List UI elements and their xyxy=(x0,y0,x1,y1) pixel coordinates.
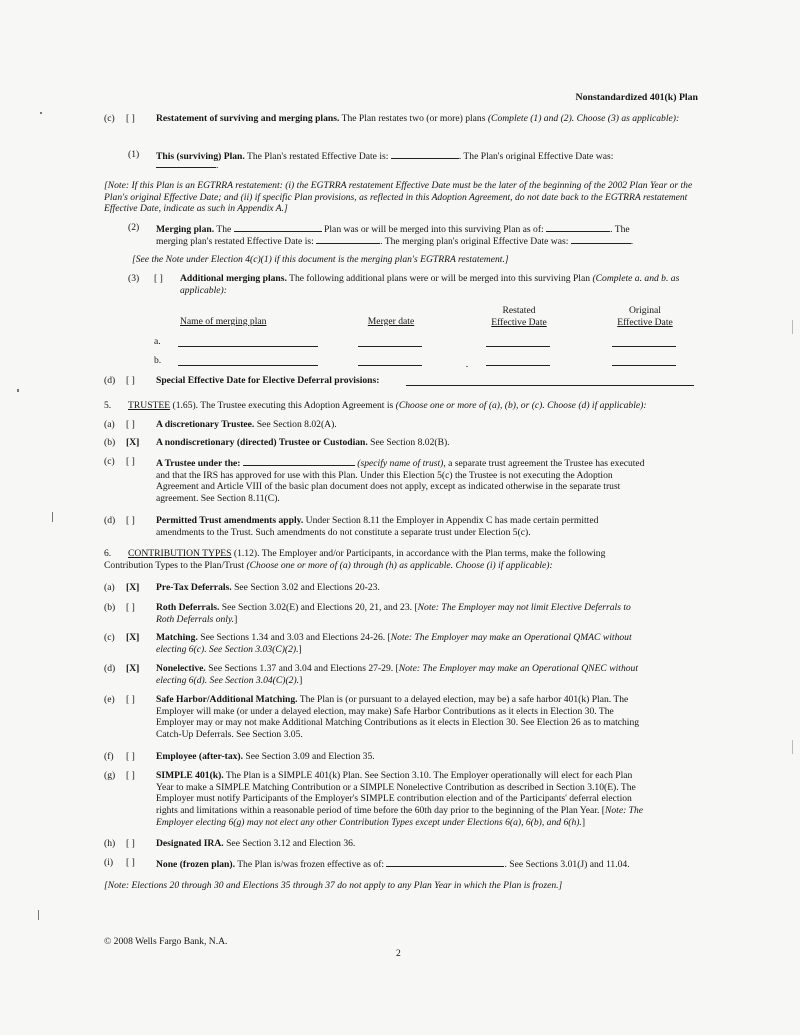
merging-restated-date-field[interactable] xyxy=(316,234,380,244)
table-header-col3: Restated Effective Date xyxy=(491,305,547,328)
election-6h-text: Designated IRA. See Section 3.12 and Election 36. xyxy=(156,838,356,849)
election-6e-text: Safe Harbor/Additional Matching. The Plan is (or pursuant to a delayed election, may be) a safe harbor 401(k) Plan. The Employer will make (or under a delayed election, may make) Safe Harbor Contributions as it elects in Election 30. The Employer may or may not make Additional Matching Contributions as it elects in Election 30. See Election 26 as to matching Catch-Up Deferrals. See Section 3.05. xyxy=(156,694,640,741)
merging-original-date-field[interactable] xyxy=(571,234,631,244)
election-4c3-checkbox[interactable]: [ ] xyxy=(154,273,163,284)
election-6a-text: Pre-Tax Deferrals. See Section 3.02 and Elections 20-23. xyxy=(156,582,380,593)
row-b-original-date-field[interactable] xyxy=(612,365,676,366)
table-row-b-label: b. xyxy=(154,355,162,366)
election-4c3-text: Additional merging plans. The following additional plans were or will be merged into this surviving Plan (Complete a. and b. as applicable): xyxy=(180,273,680,296)
election-6h-checkbox[interactable]: [ ] xyxy=(126,838,135,849)
row-a-original-date-field[interactable] xyxy=(612,346,676,347)
election-6h-label: (h) xyxy=(104,838,116,849)
election-6g-text: SIMPLE 401(k). The Plan is a SIMPLE 401(k) Plan. See Section 3.10. The Employer operationally will elect for each Plan Year to make a SIMPLE Matching Contribution or a SIMPLE Nonelective Contribution as described in Section 3.10(E). The Employer must notify Participants of the Employer's SIMPLE contribution election and of the Participants' deferral election rights and limitations within a reasonable period of time before the 60th day prior to the beginning of the Plan Year. [Note: The Employer electing 6(g) may not elect any other Contribution Types except under Elections 6(a), 6(b), and 6(h).] xyxy=(156,770,644,828)
election-6f-text: Employee (after-tax). See Section 3.09 and Election 35. xyxy=(156,751,375,762)
scan-speck xyxy=(792,740,793,754)
document-header-title: Nonstandardized 401(k) Plan xyxy=(575,92,698,103)
election-4c3-number: (3) xyxy=(128,273,140,284)
restated-effective-date-field[interactable] xyxy=(391,149,459,159)
election-5c-checkbox[interactable]: [ ] xyxy=(126,456,135,467)
election-4c2-text-line2: merging plan's restated Effective Date is: . The merging plan's original Effective Date was: . xyxy=(156,236,634,247)
trust-name-field[interactable] xyxy=(243,456,355,466)
election-6i-text: None (frozen plan). The Plan is/was frozen effective as of: . See Sections 3.01(J) and 11.04. xyxy=(156,859,630,870)
row-a-merger-date-field[interactable] xyxy=(358,346,422,347)
table-row-a-label: a. xyxy=(154,336,161,347)
election-6e-label: (e) xyxy=(104,694,115,705)
election-6b-label: (b) xyxy=(104,602,116,613)
election-6f-label: (f) xyxy=(104,751,114,762)
election-5b-checkbox[interactable]: [X] xyxy=(126,437,140,448)
election-4c2-text: Merging plan. The Plan was or will be merged into this surviving Plan as of: . The xyxy=(156,224,630,235)
scan-speck xyxy=(17,389,19,392)
election-6b-checkbox[interactable]: [ ] xyxy=(126,602,135,613)
election-4c1-number: (1) xyxy=(128,149,140,160)
election-6i-label: (i) xyxy=(104,857,114,868)
election-5c-text: A Trustee under the: (specify name of trust), a separate trust agreement the Trustee has executed and that the IRS has approved for use with this Plan. Under this Election 5(c) the Trustee is not executing the Adoption Agreement and Article VIII of the basic plan document does not apply, except as indicated otherwise in the separate trust agreement. See Section 8.11(C). xyxy=(156,458,645,505)
row-a-restated-date-field[interactable] xyxy=(486,346,550,347)
election-4c1-text: This (surviving) Plan. The Plan's restated Effective Date is: . The Plan's original Effective Date was: xyxy=(156,151,614,162)
merger-date-field[interactable] xyxy=(546,222,610,232)
election-6c-checkbox[interactable]: [X] xyxy=(126,632,140,643)
election-5b-label: (b) xyxy=(104,437,116,448)
scan-speck xyxy=(466,366,468,367)
election-4d-checkbox[interactable]: [ ] xyxy=(126,375,135,386)
election-5d-checkbox[interactable]: [ ] xyxy=(126,515,135,526)
election-6d-text: Nonelective. See Sections 1.37 and 3.04 and Elections 27-29. [Note: The Employer may make an Operational QNEC without electing 6(d). See Section 3.04(C)(2).] xyxy=(156,663,639,686)
frozen-plan-note: [Note: Elections 20 through 30 and Elections 35 through 37 do not apply to any Plan Year in which the Plan is frozen.] xyxy=(104,880,563,891)
election-5d-label: (d) xyxy=(104,515,116,526)
footer-copyright: © 2008 Wells Fargo Bank, N.A. xyxy=(104,936,228,947)
row-a-plan-name-field[interactable] xyxy=(178,346,318,347)
merging-plan-name-field[interactable] xyxy=(234,222,322,232)
section-5-heading: TRUSTEE (1.65). The Trustee executing this Adoption Agreement is (Choose one or more of (a), (b), or (c). Choose (d) if applicable): xyxy=(128,400,647,411)
table-header-col4: Original Effective Date xyxy=(617,305,673,328)
page-number: 2 xyxy=(396,948,401,959)
section-5-title: TRUSTEE xyxy=(128,400,171,411)
election-6f-checkbox[interactable]: [ ] xyxy=(126,751,135,762)
section-6-number: 6. xyxy=(104,548,112,559)
election-4c2-number: (2) xyxy=(128,222,140,233)
election-4c-checkbox[interactable]: [ ] xyxy=(126,113,135,124)
frozen-effective-date-field[interactable] xyxy=(386,857,504,867)
election-5a-label: (a) xyxy=(104,419,115,430)
original-effective-date-line: . xyxy=(156,158,218,172)
election-5b-text: A nondiscretionary (directed) Trustee or Custodian. See Section 8.02(B). xyxy=(156,437,450,448)
election-5a-checkbox[interactable]: [ ] xyxy=(126,419,135,430)
election-6e-checkbox[interactable]: [ ] xyxy=(126,694,135,705)
election-6c-label: (c) xyxy=(104,632,115,643)
election-6g-label: (g) xyxy=(104,770,116,781)
election-6a-label: (a) xyxy=(104,582,115,593)
scan-speck xyxy=(38,910,39,920)
election-4c-title: Restatement of surviving and merging plans. xyxy=(156,113,340,124)
original-effective-date-field[interactable] xyxy=(156,158,216,168)
row-b-merger-date-field[interactable] xyxy=(358,365,422,366)
row-b-restated-date-field[interactable] xyxy=(486,365,550,366)
special-effective-date-field[interactable] xyxy=(406,385,694,386)
scan-speck xyxy=(52,512,53,522)
election-5c-label: (c) xyxy=(104,456,115,467)
section-6-title: CONTRIBUTION TYPES xyxy=(128,548,232,559)
section-5-number: 5. xyxy=(104,400,112,411)
election-4c-text: Restatement of surviving and merging plans. The Plan restates two (or more) plans (Complete (1) and (2). Choose (3) as applicable): xyxy=(156,113,680,124)
election-6a-checkbox[interactable]: [X] xyxy=(126,582,140,593)
scan-speck xyxy=(792,320,793,334)
election-4c-label: (c) xyxy=(104,113,115,124)
election-6d-label: (d) xyxy=(104,663,116,674)
section-6-heading-line2: Contribution Types to the Plan/Trust (Choose one or more of (a) through (h) as applicable. Choose (i) if applicable): xyxy=(104,560,553,571)
election-6d-checkbox[interactable]: [X] xyxy=(126,663,140,674)
section-6-heading: CONTRIBUTION TYPES (1.12). The Employer and/or Participants, in accordance with the Plan terms, make the following xyxy=(128,548,606,559)
merging-plan-note: [See the Note under Election 4(c)(1) if this document is the merging plan's EGTRRA restatement.] xyxy=(132,254,509,265)
scan-speck xyxy=(40,112,42,114)
election-6i-checkbox[interactable]: [ ] xyxy=(126,857,135,868)
election-4d-label: (d) xyxy=(104,375,116,386)
egtrra-note: [Note: If this Plan is an EGTRRA restatement: (i) the EGTRRA restatement Effective Date must be the later of the beginning of the 2002 Plan Year or the Plan's original Effective Date; and (ii) if specific Plan provisions, as reflected in this Adoption Agreement, do not date back to the EGTRRA restatement Effective Date, indicate as such in Appendix A.] xyxy=(104,180,693,215)
table-header-col2: Merger date xyxy=(367,316,415,327)
election-6b-text: Roth Deferrals. See Section 3.02(E) and Elections 20, 21, and 23. [Note: The Employer may not limit Elective Deferrals to Roth Deferrals only.] xyxy=(156,602,631,625)
election-4d-title: Special Effective Date for Elective Deferral provisions: xyxy=(156,375,380,386)
election-5a-text: A discretionary Trustee. See Section 8.02(A). xyxy=(156,419,337,430)
election-5d-text: Permitted Trust amendments apply. Under Section 8.11 the Employer in Appendix C has made certain permitted amendments to the Trust. Such amendments do not constitute a separate trust under Election 5(c). xyxy=(156,515,599,538)
table-header-col1: Name of merging plan xyxy=(180,316,267,327)
row-b-plan-name-field[interactable] xyxy=(178,365,318,366)
election-6g-checkbox[interactable]: [ ] xyxy=(126,770,135,781)
election-6c-text: Matching. See Sections 1.34 and 3.03 and Elections 24-26. [Note: The Employer may make an Operational QMAC without electing 6(c). See Section 3.03(C)(2).] xyxy=(156,632,632,655)
